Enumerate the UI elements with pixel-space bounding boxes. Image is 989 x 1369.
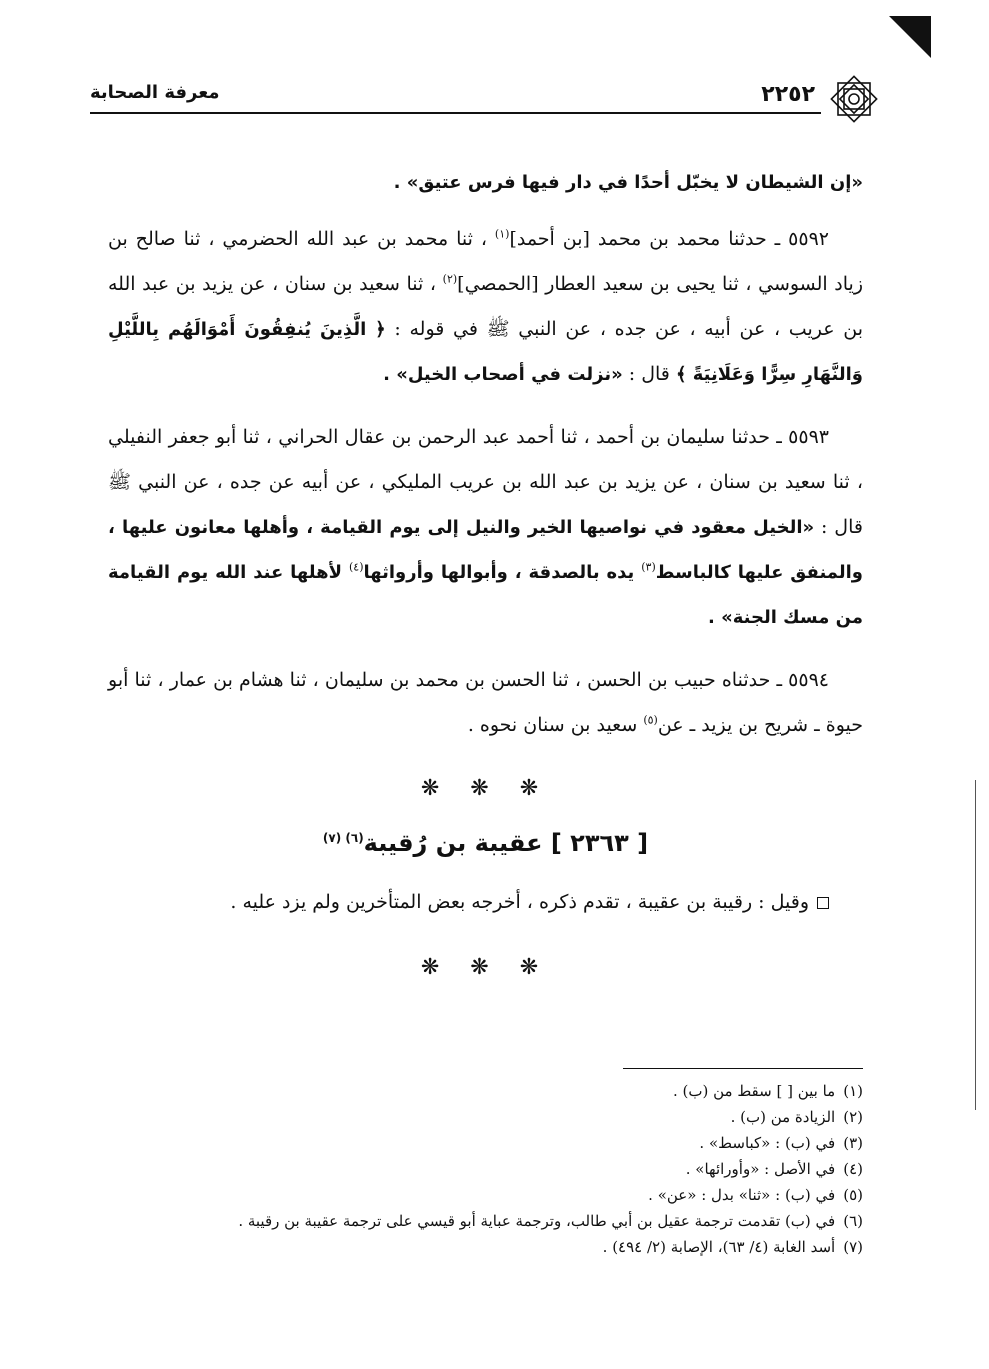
footnote-rule [623,1068,863,1069]
footnote-text: أسد الغابة (٤/ ٦٣)، الإصابة (٢/ ٤٩٤) . [602,1238,836,1256]
hadith-5594 [108,658,863,748]
footnote-ref-4: (٤) [348,560,364,574]
section-divider: ❋ ❋ ❋ [420,776,551,801]
footnote-ref-6-7: (٦) (٧) [322,831,364,845]
footnote [108,1156,863,1182]
star-ornament-icon [827,72,881,126]
footnote [108,1182,863,1208]
text-span: ٥٥٩٤ ـ حدثناه حبيب بن الحسن ، ثنا الحسن بن محمد بن سليمان ، ثنا هشام بن عمار ، ثنا أبو حيوة ـ شريح بن يزيد ـ عن [108,669,863,736]
footnote-text: في الأصل : «وأورائها» . [685,1160,836,1178]
hadith-5592 [108,217,863,397]
main-text [108,160,863,1000]
footnote-number: (٢) [843,1108,863,1126]
footnote-ref-3: (٣) [641,560,656,574]
hadith-matn: «نزلت في أصحاب الخيل» . [383,364,623,385]
footnote [108,1104,863,1130]
header-rule [90,112,821,114]
hadith-5593 [108,415,863,640]
footnote-number: (٥) [843,1186,863,1204]
hadith-matn: لأهلها عند الله يوم القيامة من مسك الجنة» . [108,562,863,628]
hadith-matn: يده بالصدقة ، وأبوالها وأرواثها [363,562,642,583]
running-title: معرفة الصحابة [90,82,220,103]
footnote [108,1208,863,1234]
text-span: ، ثنا محمد بن عبد الله الحضرمي ، ثنا صالح بن زياد السوسي ، ثنا يحيى بن سعيد العطار [الحمصي] [108,228,863,295]
page-corner-mark [889,16,931,58]
text-span: سعيد بن سنان نحوه . [467,714,644,736]
footnote-ref-1: (١) [494,227,510,241]
square-bullet-icon [817,897,829,909]
footnote-text: في (ب) : «ثنا» بدل : «عن» . [648,1186,836,1204]
footnote-number: (٦) [843,1212,863,1230]
footnote-number: (٣) [843,1134,863,1152]
footnote-text: في (ب) : «كباسط» . [699,1134,836,1152]
footnote [108,1078,863,1104]
hadith-continuation: «إن الشيطان لا يخبّل أحدًا في دار فيها فرس عتيق» . [393,172,863,193]
section-divider: ❋ ❋ ❋ [420,955,551,980]
footnote-ref-5: (٥) [643,713,658,727]
page-header [90,80,881,114]
footnote [108,1130,863,1156]
footnote-text: ما بين [ ] سقط من (ب) . [672,1082,836,1100]
note-text: وقيل : رقيبة بن عقيبة ، تقدم ذكره ، أخرجه بعض المتأخرين ولم يزد عليه . [230,891,809,913]
footnote-number: (٤) [843,1160,863,1178]
footnote-text: في (ب) تقدمت ترجمة عقيل بن أبي طالب، وترجمة عباية أبو قيسي على ترجمة عقيبة بن رقيبة . [238,1212,836,1230]
entry-note [108,880,863,925]
footnote-text: الزيادة من (ب) . [730,1108,836,1126]
footnote [108,1234,863,1260]
footnote-number: (٧) [843,1238,863,1256]
text-span: ٥٥٩٣ ـ حدثنا سليمان بن أحمد ، ثنا أحمد عبد الرحمن بن عقال الحراني ، ثنا أبو جعفر النفيلي ، ثنا سعيد بن سنان ، عن يزيد بن عبد الله بن عريب المليكي ، عن أبيه عن جده ، عن النبي ﷺ قال : [108,426,863,538]
margin-line [975,780,976,1110]
entry-heading [108,821,863,866]
text-span: قال : [622,363,676,385]
page-number: ٢٢٥٢ [761,82,815,107]
quran-verse: ﴿ الَّذِينَ يُنفِقُونَ أَمْوَالَهُم بِاللَّيْلِ وَالنَّهَارِ سِرًّا وَعَلَانِيَةً ﴾ [108,319,863,385]
hadith-matn: «الخيل معقود في نواصيها الخير والنيل إلى يوم القيامة ، وأهلها معانون عليها ، والمنفق عليها كالباسط [108,517,863,583]
text-span: ، ثنا سعيد بن سنان ، عن يزيد بن عبد الله بن عريب ، عن أبيه ، عن جده ، عن النبي ﷺ في قوله : [108,273,863,340]
footnote-number: (١) [843,1082,863,1100]
footnotes [108,1078,863,1260]
footnote-ref-2: (٢) [442,272,458,286]
entry-title: [ ٢٣٦٣ ] عقيبة بن رُقيبة [363,829,649,857]
text-span: ٥٥٩٢ ـ حدثنا محمد بن محمد [بن أحمد] [509,228,829,250]
